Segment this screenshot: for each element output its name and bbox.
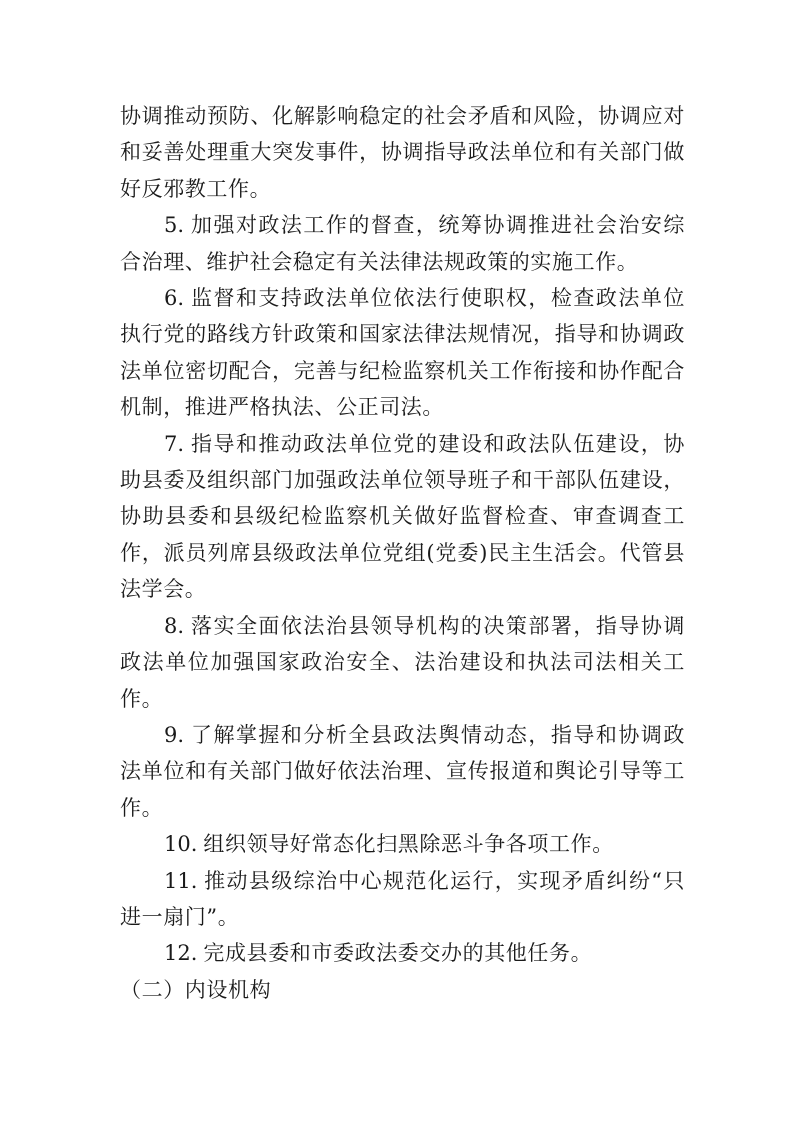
item-text: 组织领导好常态化扫黑除恶斗争各项工作。 bbox=[203, 832, 614, 857]
item-text: 了解掌握和分析全县政法舆情动态，指导和协调政法单位和有关部门做好依法治理、宣传报道和舆论引导等工作。 bbox=[120, 722, 685, 820]
section-heading: （二）内设机构 bbox=[120, 977, 272, 1002]
item-number: 9. bbox=[164, 722, 185, 747]
item-text: 指导和推动政法单位党的建设和政法队伍建设，协助县委及组织部门加强政法单位领导班子和干部队伍建设，协助县委和县级纪检监察机关做好监督检查、审查调查工作，派员列席县级政法单位党组(党委)民主生活会。代管县法学会。 bbox=[120, 431, 685, 602]
item-number: 7. bbox=[164, 431, 185, 456]
item-number: 12. bbox=[164, 941, 198, 966]
item-text: 推动县级综治中心规范化运行，实现矛盾纠纷“只进一扇门”。 bbox=[120, 868, 685, 929]
continuation-paragraph: 协调推动预防、化解影响稳定的社会矛盾和风险，协调应对和妥善处理重大突发事件，协调指导政法单位和有关部门做好反邪教工作。 bbox=[120, 104, 685, 201]
item-text: 加强对政法工作的督查，统筹协调推进社会治安综合治理、维护社会稳定有关法律法规政策的实施工作。 bbox=[120, 213, 685, 274]
item-text: 落实全面依法治县领导机构的决策部署，指导协调政法单位加强国家政治安全、法治建设和执法司法相关工作。 bbox=[120, 613, 685, 711]
list-item-10 bbox=[120, 826, 685, 862]
item-text: 监督和支持政法单位依法行使职权，检查政法单位执行党的路线方针政策和国家法律法规情况，指导和协调政法单位密切配合，完善与纪检监察机关工作衔接和协作配合机制，推进严格执法、公正司法。 bbox=[120, 286, 685, 420]
item-text: 完成县委和市委政法委交办的其他任务。 bbox=[203, 941, 593, 966]
item-number: 5. bbox=[164, 213, 185, 238]
document-body bbox=[120, 98, 685, 1008]
list-item-11 bbox=[120, 863, 685, 936]
list-item-8 bbox=[120, 608, 685, 717]
item-number: 11. bbox=[164, 868, 198, 893]
item-number: 6. bbox=[164, 286, 185, 311]
list-item-6 bbox=[120, 280, 685, 426]
list-item-5 bbox=[120, 207, 685, 280]
item-number: 8. bbox=[164, 613, 185, 638]
list-item-9 bbox=[120, 717, 685, 826]
list-item-12 bbox=[120, 935, 685, 971]
list-item-7 bbox=[120, 426, 685, 608]
item-number: 10. bbox=[164, 832, 198, 857]
